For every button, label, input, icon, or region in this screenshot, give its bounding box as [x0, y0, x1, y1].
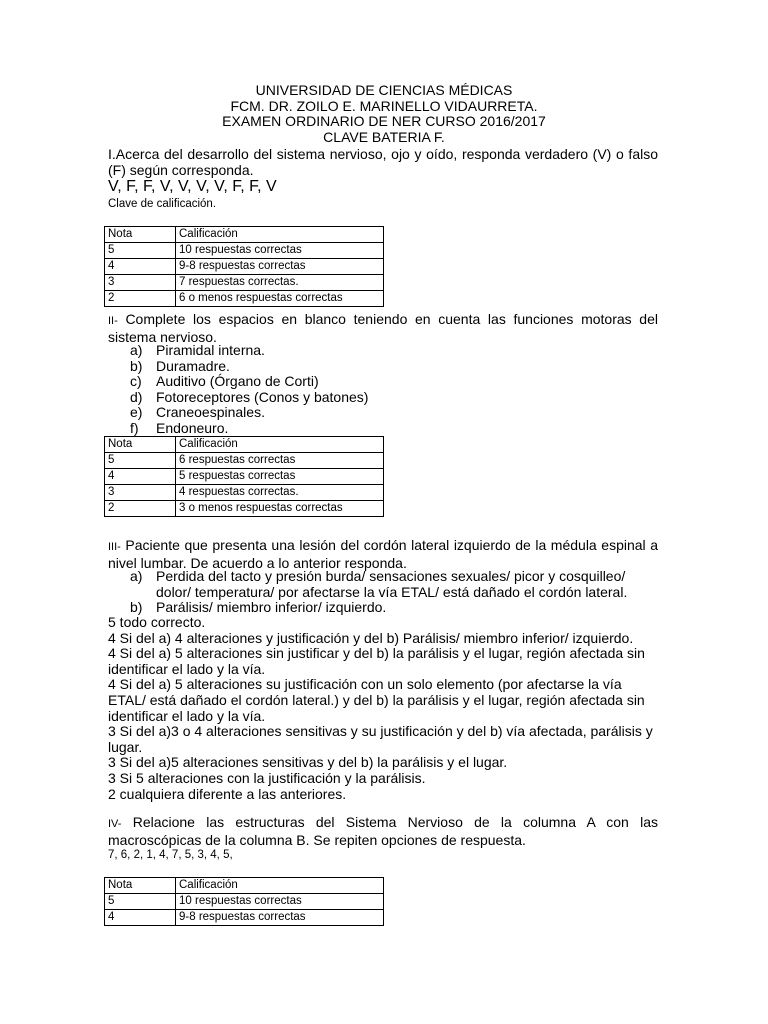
table-header-cell: Nota: [105, 227, 176, 243]
table-header-row: [105, 878, 384, 894]
question-2: [108, 312, 658, 345]
question-3-answers: [130, 569, 650, 616]
list-marker: c): [130, 373, 142, 390]
table-cell: 6 respuestas correctas: [176, 453, 384, 469]
list-text: Craneoespinales.: [156, 404, 265, 421]
table-row: [105, 910, 384, 926]
table-cell: 9-8 respuestas correctas: [176, 910, 384, 926]
table-row: [105, 453, 384, 469]
list-text: Parálisis/ miembro inferior/ izquierdo.: [156, 599, 387, 616]
table-row: [105, 291, 384, 307]
criteria-item: 2 cualquiera diferente a las anteriores.: [108, 785, 347, 802]
grading-table-3: [104, 877, 384, 926]
table-cell: 10 respuestas correctas: [176, 894, 384, 910]
list-marker: f): [130, 419, 139, 436]
table-cell: 3: [105, 485, 176, 501]
table-cell: 6 o menos respuestas correctas: [176, 291, 384, 307]
header-university: UNIVERSIDAD DE CIENCIAS MÉDICAS: [255, 82, 513, 98]
question-1: [108, 147, 658, 178]
table-header-cell: Calificación: [176, 437, 384, 453]
list-item: [130, 374, 630, 390]
header-exam: EXAMEN ORDINARIO DE NER CURSO 2016/2017: [222, 113, 546, 129]
table-cell: 2: [105, 291, 176, 307]
list-text: Endoneuro.: [156, 419, 229, 436]
criteria-item: 3 Si 5 alteraciones con la justificación y la parálisis.: [108, 769, 426, 786]
list-text: Perdida del tacto y presión burda/ sensaciones sexuales/ picor y cosquilleo/ dolor/ temperatura/ por afectarse la vía ETAL/ está dañado el cordón lateral.: [156, 568, 628, 600]
list-marker: b): [130, 357, 143, 374]
table-row: [105, 485, 384, 501]
table-header-row: [105, 227, 384, 243]
criteria-item: 3 Si del a)3 o 4 alteraciones sensitivas y su justificación y del b) vía afectada, parálisis y lugar.: [108, 723, 653, 755]
list-marker: a): [130, 568, 143, 584]
question-3-number: III-: [108, 541, 121, 553]
list-item: [130, 390, 630, 406]
question-3: [108, 538, 658, 571]
list-text: Duramadre.: [156, 357, 230, 374]
list-item: [130, 359, 630, 375]
grading-table-2: [104, 436, 384, 517]
criteria-item: 3 Si del a)5 alteraciones sensitivas y del b) la parálisis y el lugar.: [108, 754, 508, 771]
question-1-answer: V, F, F, V, V, V, V, F, F, V: [108, 178, 277, 195]
table-row: [105, 501, 384, 517]
question-4: [108, 815, 658, 848]
criteria-item: 4 Si del a) 4 alteraciones y justificación y del b) Parálisis/ miembro inferior/ izquierdo.: [108, 629, 634, 646]
table-cell: 4 respuestas correctas.: [176, 485, 384, 501]
list-item: [130, 343, 630, 359]
table-header-cell: Calificación: [176, 227, 384, 243]
list-item: [130, 600, 650, 616]
table-cell: 7 respuestas correctas.: [176, 275, 384, 291]
table-cell: 3: [105, 275, 176, 291]
header-key: CLAVE BATERIA F.: [323, 128, 445, 145]
table-row: [105, 259, 384, 275]
table-cell: 9-8 respuestas correctas: [176, 259, 384, 275]
table-header-row: [105, 437, 384, 453]
list-marker: b): [130, 599, 143, 616]
table-cell: 5 respuestas correctas: [176, 469, 384, 485]
table-cell: 10 respuestas correctas: [176, 243, 384, 259]
table-cell: 5: [105, 453, 176, 469]
table-cell: 5: [105, 894, 176, 910]
grading-table-1: [104, 226, 384, 307]
list-item: [130, 421, 630, 437]
table-header-cell: Calificación: [176, 878, 384, 894]
question-4-number: IV-: [108, 818, 122, 830]
criteria-item: 4 Si del a) 5 alteraciones sin justificar y del b) la parálisis y el lugar, región afectada sin identificar el lado y la vía.: [108, 645, 645, 677]
table-cell: 5: [105, 243, 176, 259]
table-cell: 4: [105, 259, 176, 275]
list-marker: e): [130, 404, 143, 421]
list-item: [130, 405, 630, 421]
document-header: [100, 83, 668, 145]
table-cell: 4: [105, 910, 176, 926]
list-text: Fotoreceptores (Conos y batones): [156, 388, 369, 405]
table-cell: 3 o menos respuestas correctas: [176, 501, 384, 517]
list-text: Piramidal interna.: [156, 342, 265, 358]
table-cell: 4: [105, 469, 176, 485]
table-header-cell: Nota: [105, 878, 176, 894]
table-cell: 2: [105, 501, 176, 517]
question-2-number: II-: [108, 315, 118, 327]
table-row: [105, 469, 384, 485]
list-marker: d): [130, 388, 143, 405]
table-row: [105, 894, 384, 910]
question-1-text: Acerca del desarrollo del sistema nervioso, ojo y oído, responda verdadero (V) o falso (F) según corresponda.: [108, 146, 658, 178]
criteria-item: 4 Si del a) 5 alteraciones su justificación con un solo elemento (por afectarse la vía ETAL/ está dañado el cordón lateral.) y del b) la parálisis y el lugar, región afectada sin identificar el lado y la vía.: [108, 676, 645, 724]
list-item: [130, 569, 650, 600]
question-1-number: I.: [108, 146, 116, 162]
grading-key-label: Clave de calificación.: [108, 198, 217, 210]
question-3-criteria: [108, 615, 658, 802]
question-4-text: Relacione las estructuras del Sistema Nervioso de la columna A con las macroscópicas de la columna B. Se repiten opciones de respuesta.: [108, 814, 658, 848]
list-text: Auditivo (Órgano de Corti): [156, 373, 319, 390]
list-marker: a): [130, 342, 143, 358]
criteria-item: 5 todo correcto.: [108, 614, 206, 630]
question-4-answer: 7, 6, 2, 1, 4, 7, 5, 3, 4, 5,: [108, 849, 233, 861]
table-row: [105, 275, 384, 291]
question-2-answers: [130, 343, 630, 437]
question-2-text: Complete los espacios en blanco teniendo en cuenta las funciones motoras del sistema nervioso.: [108, 311, 658, 345]
question-3-text: Paciente que presenta una lesión del cordón lateral izquierdo de la médula espinal a nivel lumbar. De acuerdo a lo anterior responda.: [108, 537, 658, 571]
header-faculty: FCM. DR. ZOILO E. MARINELLO VIDAURRETA.: [230, 97, 538, 114]
table-header-cell: Nota: [105, 437, 176, 453]
table-row: [105, 243, 384, 259]
